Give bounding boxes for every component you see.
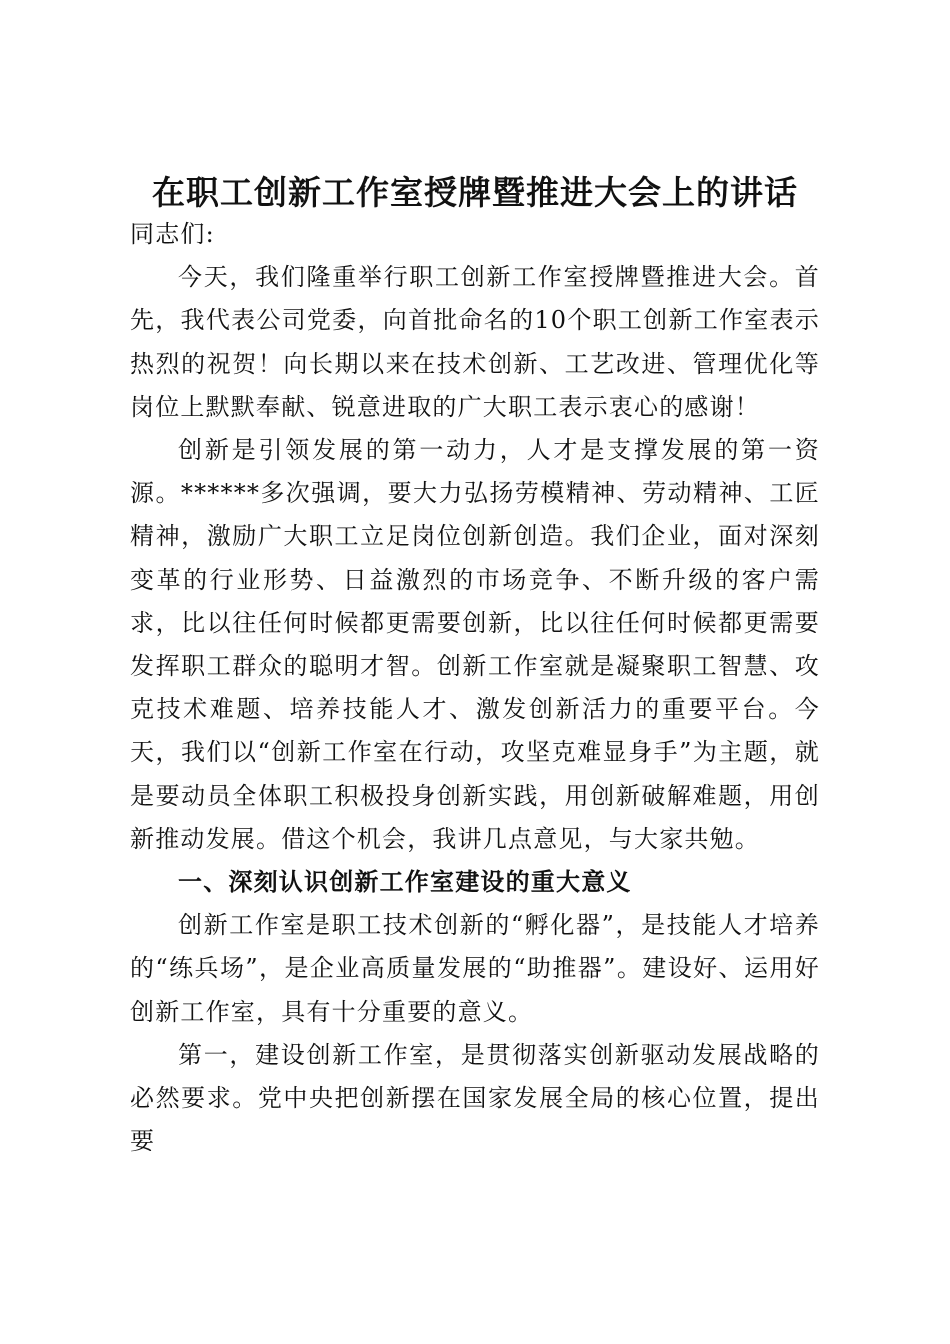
document-title: 在职工创新工作室授牌暨推进大会上的讲话: [152, 173, 798, 212]
salutation: 同志们:: [130, 220, 215, 248]
paragraph-opening: 今天，我们隆重举行职工创新工作室授牌暨推进大会。首先，我代表公司党委，向首批命名的10个职工创新工作室表示热烈的祝贺！向长期以来在技术创新、工艺改进、管理优化等岗位上默默奉献、锐意进取的广大职工表示衷心的感谢！: [130, 263, 820, 421]
section-heading: 一、深刻认识创新工作室建设的重大意义: [178, 868, 632, 897]
paragraph-first-point: 第一，建设创新工作室，是贯彻落实创新驱动发展战略的必然要求。党中央把创新摆在国家发展全局的核心位置，提出要: [130, 1040, 820, 1156]
paragraph-studio-role: 创新工作室是职工技术创新的“孵化器”，是技能人才培养的“练兵场”，是企业高质量发展的“助推器”。建设好、运用好创新工作室，具有十分重要的意义。: [130, 911, 820, 1026]
paragraph-innovation: 创新是引领发展的第一动力，人才是支撑发展的第一资源。******多次强调，要大力弘扬劳模精神、劳动精神、工匠精神，激励广大职工立足岗位创新创造。我们企业，面对深刻变革的行业形势、日益激烈的市场竞争、不断升级的客户需求，比以往任何时候都更需要创新，比以往任何时候都更需要发挥职工群众的聪明才智。创新工作室就是凝聚职工智慧、攻克技术难题、培养技能人才、激发创新活力的重要平台。今天，我们以“创新工作室在行动，攻坚克难显身手”为主题，就是要动员全体职工积极投身创新实践，用创新破解难题，用创新推动发展。借这个机会，我讲几点意见，与大家共勉。: [130, 436, 820, 853]
document-body: [130, 213, 820, 1163]
